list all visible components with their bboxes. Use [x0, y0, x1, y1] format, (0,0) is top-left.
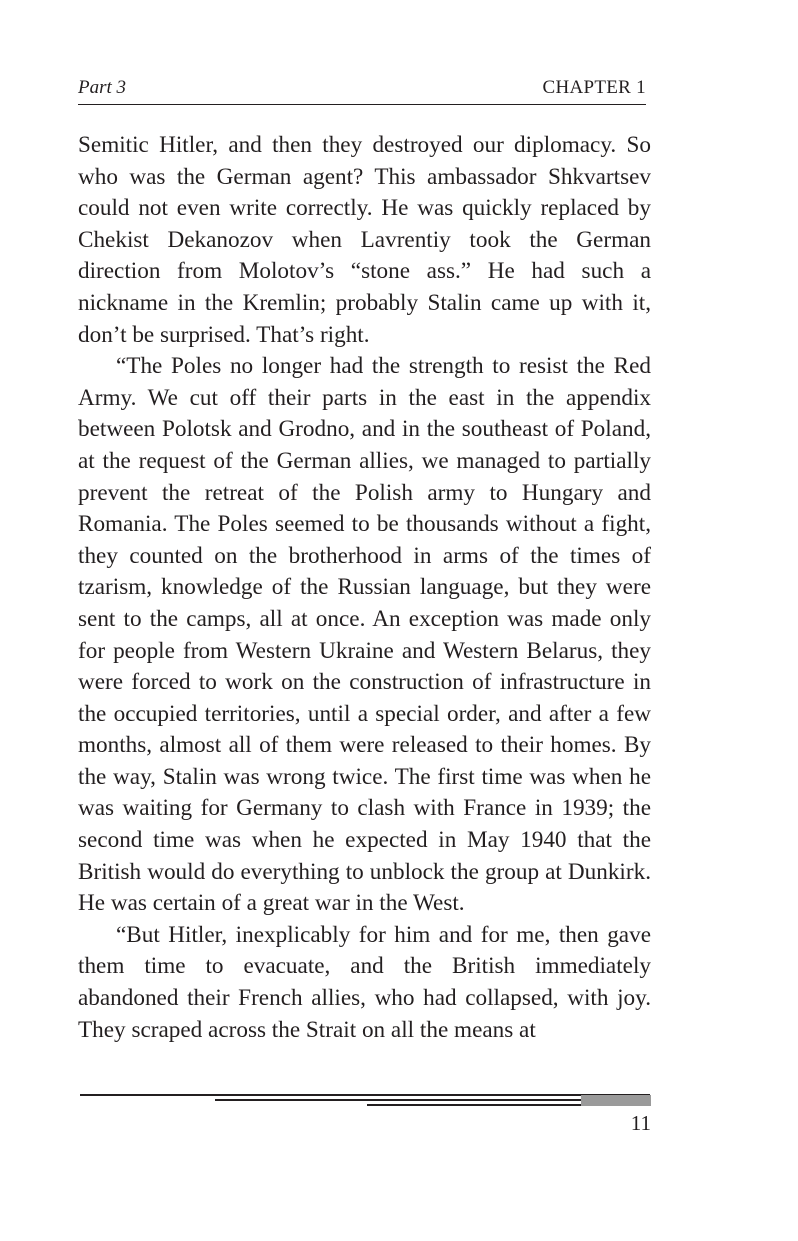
paragraph: “The Poles no longer had the strength to resist the Red Army. We cut off their parts in the east in the appendix between Polotsk and Grodno, and in the southeast of Poland, at the request of the German allies, we managed to partially prevent the retreat of the Polish army to Hungary and Romania. The Poles seemed to be thousands without a fight, they counted on the brotherhood in arms of the times of tzarism, knowledge of the Russian language, but they were sent to the camps, all at once. An exception was made only for people from Western Ukraine and Western Belarus, they were forced to work on the construction of infrastructure in the occupied territories, until a special order, and after a few months, almost all of them were released to their homes. By the way, Stalin was wrong twice. The first time was when he was waiting for Germany to clash with France in 1939; the second time was when he expected in May 1940 that the British would do everything to unblock the group at Dunkirk. He was certain of a great war in the West.	[78, 353, 651, 917]
paragraph-continued: Semitic Hitler, and then they destroyed our diplomacy. So who was the German agent? This ambassador Shkvartsev could not even write correctly. He was quickly replaced by Chekist Dekanozov when Lavrentiy took the German direction from Molotov’s “stone ass.” He had such a nickname in the Kremlin; probably Stalin came up with it, don’t be surprised. That’s right.	[78, 132, 651, 348]
paragraph: “But Hitler, inexplicably for him and for me, then gave them time to evacuate, and the British immediately abandoned their French allies, who had collapsed, with joy. They scraped across the Strait on all the means at	[78, 921, 651, 1043]
page-number: 11	[630, 1111, 651, 1135]
running-header	[78, 74, 646, 105]
body-text	[78, 130, 651, 1046]
footer-accent-block	[581, 1095, 651, 1106]
footer-rule-top	[80, 1094, 650, 1096]
part-label: Part 3	[78, 77, 127, 98]
chapter-label: CHAPTER 1	[542, 77, 646, 98]
